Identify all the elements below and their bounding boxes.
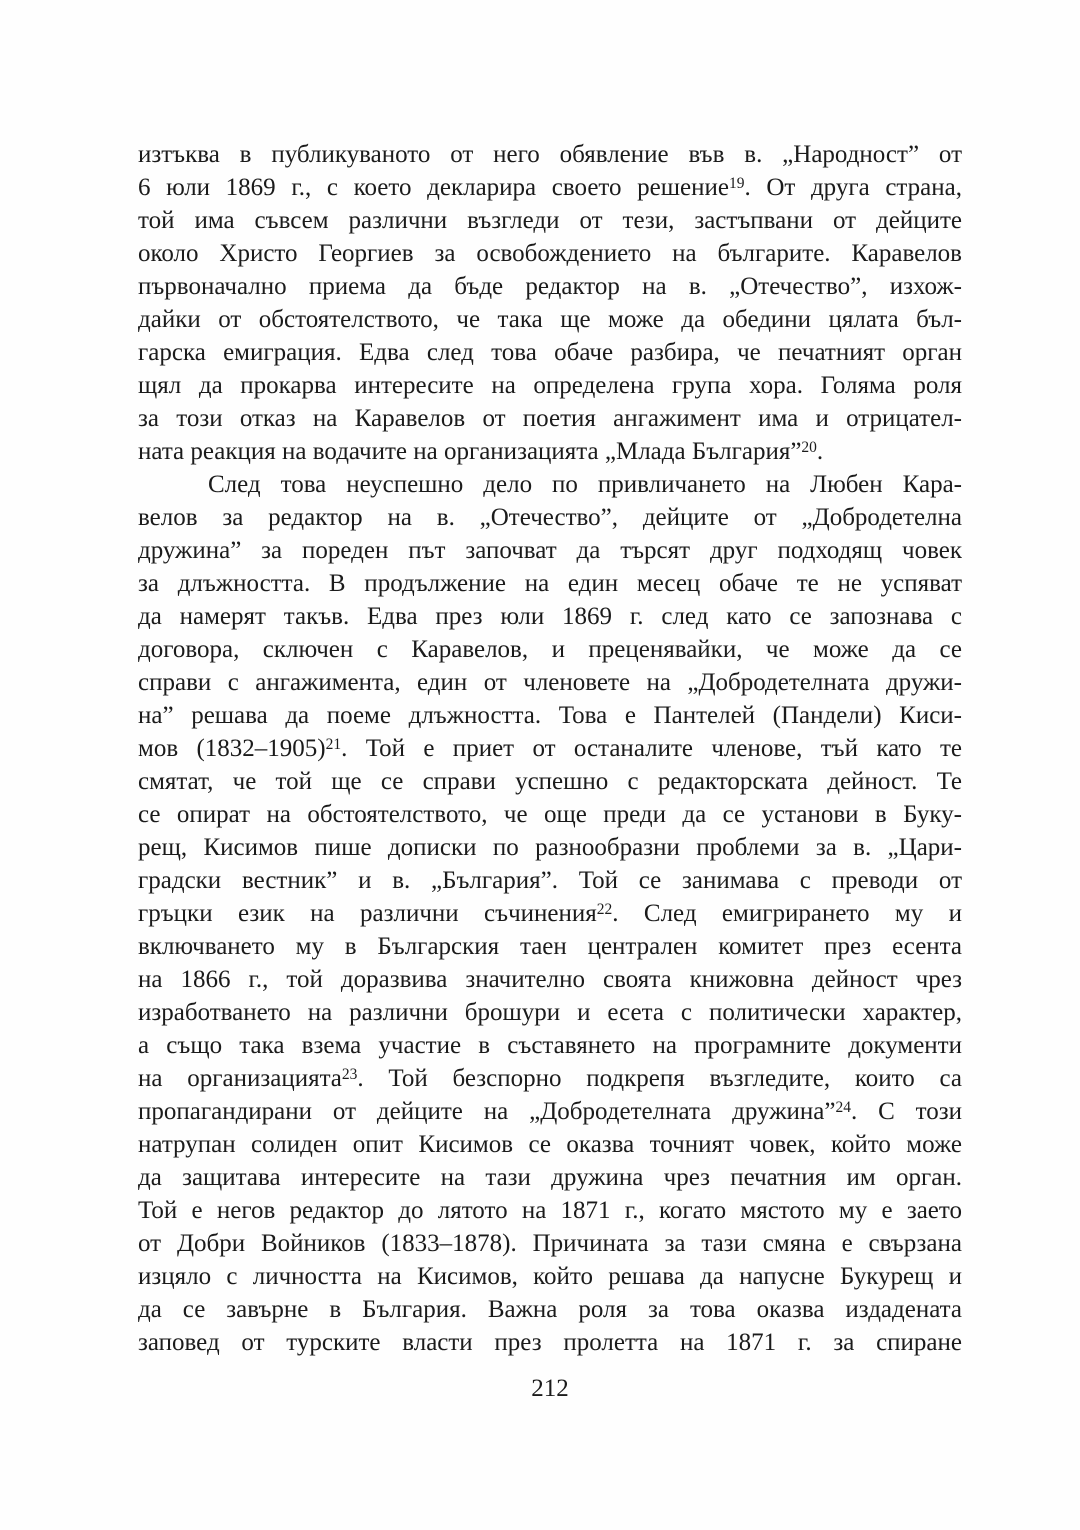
text-line: от Добри Войников (1833–1878). Причината за тази смяна е свързана xyxy=(138,1230,962,1257)
text-line: рещ, Кисимов пише дописки по разнообразни проблеми за в. „Цари- xyxy=(138,834,962,861)
text-line: на 1866 г., той доразвива значително своята книжовна дейност чрез xyxy=(138,966,962,993)
text-block xyxy=(138,138,962,1359)
text-line: 6 юли 1869 г., с което декларира своето решение$^{19}$. От друга страна, xyxy=(138,174,962,201)
footnote-ref: 22 xyxy=(596,901,613,919)
text-line: включването му в Българския таен централен комитет през есента xyxy=(138,933,962,960)
footnote-ref: 23 xyxy=(341,1066,358,1084)
text-line: мов (1832–1905)$^{21}$. Той е приет от останалите членове, тъй като те xyxy=(138,735,962,762)
text-line: смятат, че той ще се справи успешно с редакторската дейност. Те xyxy=(138,768,962,795)
text-line: за длъжността. В продължение на един месец обаче те не успяват xyxy=(138,570,962,597)
text-line: първоначално приема да бъде редактор на в. „Отечество”, изхож- xyxy=(138,273,962,300)
text-line: за този отказ на Каравелов от поетия ангажимент има и отрицател- xyxy=(138,405,962,432)
text-line: а също така взема участие в съставянето на програмните документи xyxy=(138,1032,962,1059)
text-line: натрупан солиден опит Кисимов се оказва точният човек, който може xyxy=(138,1131,962,1158)
text-line: на организацията$^{23}$. Той безспорно подкрепя възгледите, които са xyxy=(138,1065,962,1092)
text-line: гарска емиграция. Едва след това обаче разбира, че печатният орган xyxy=(138,339,962,366)
text-line: справи с ангажимента, един от членовете на „Добродетелната дружи- xyxy=(138,669,962,696)
text-line: велов за редактор на в. „Отечество”, дейците от „Добродетелна xyxy=(138,504,962,531)
text-line: Той е негов редактор до лятото на 1871 г., когато мястото му е заето xyxy=(138,1197,962,1224)
text-line: дайки от обстоятелството, че така ще може да обедини цялата бъл- xyxy=(138,306,962,333)
text-line: ната реакция на водачите на организацията „Млада България”$^{20}$. xyxy=(138,438,824,465)
footnote-ref: 19 xyxy=(728,175,745,193)
text-line: пропагандирани от дейците на „Добродетелната дружина”$^{24}$. С този xyxy=(138,1098,962,1125)
text-line: да намерят такъв. Едва през юли 1869 г. след като се запознава с xyxy=(138,603,962,630)
text-line: се опират на обстоятелството, че още преди да се установи в Буку- xyxy=(138,801,962,828)
text-line: След това неуспешно дело по привличането на Любен Кара- xyxy=(208,471,962,498)
text-line: изцяло с личността на Кисимов, който решава да напусне Букурещ и xyxy=(138,1263,962,1290)
text-line: да защитава интересите на тази дружина чрез печатния им орган. xyxy=(138,1164,962,1191)
text-line: да се завърне в България. Важна роля за това оказва издадената xyxy=(138,1296,962,1323)
footnote-ref: 21 xyxy=(325,736,342,754)
text-line: изработването на различни брошури и есета с политически характер, xyxy=(138,999,962,1026)
paragraph xyxy=(138,468,962,1359)
page-number: 212 xyxy=(531,1375,569,1402)
text-line: дружина” за пореден път започват да търсят друг подходящ човек xyxy=(138,537,962,564)
text-line: около Христо Георгиев за освобождението на българите. Каравелов xyxy=(138,240,962,267)
text-line: градски вестник” и в. „България”. Той се занимава с преводи от xyxy=(138,867,962,894)
text-line: изтъква в публикуваното от него обявление във в. „Народност” от xyxy=(138,141,962,168)
text-line: той има съвсем различни възгледи от тези, застъпвани от дейците xyxy=(138,207,962,234)
paragraph xyxy=(138,138,962,468)
footnote-ref: 20 xyxy=(801,439,817,457)
text-line: договора, сключен с Каравелов, и преценявайки, че може да се xyxy=(138,636,962,663)
text-line: заповед от турските власти през пролетта на 1871 г. за спиране xyxy=(138,1329,962,1356)
text-line: на” решава да поеме длъжността. Това е Пантелей (Пандели) Киси- xyxy=(138,702,962,729)
footnote-ref: 24 xyxy=(835,1099,851,1117)
text-line: гръцки език на различни съчинения$^{22}$. След емигрирането му и xyxy=(138,900,962,927)
text-line: щял да прокарва интересите на определена група хора. Голяма роля xyxy=(138,372,962,399)
